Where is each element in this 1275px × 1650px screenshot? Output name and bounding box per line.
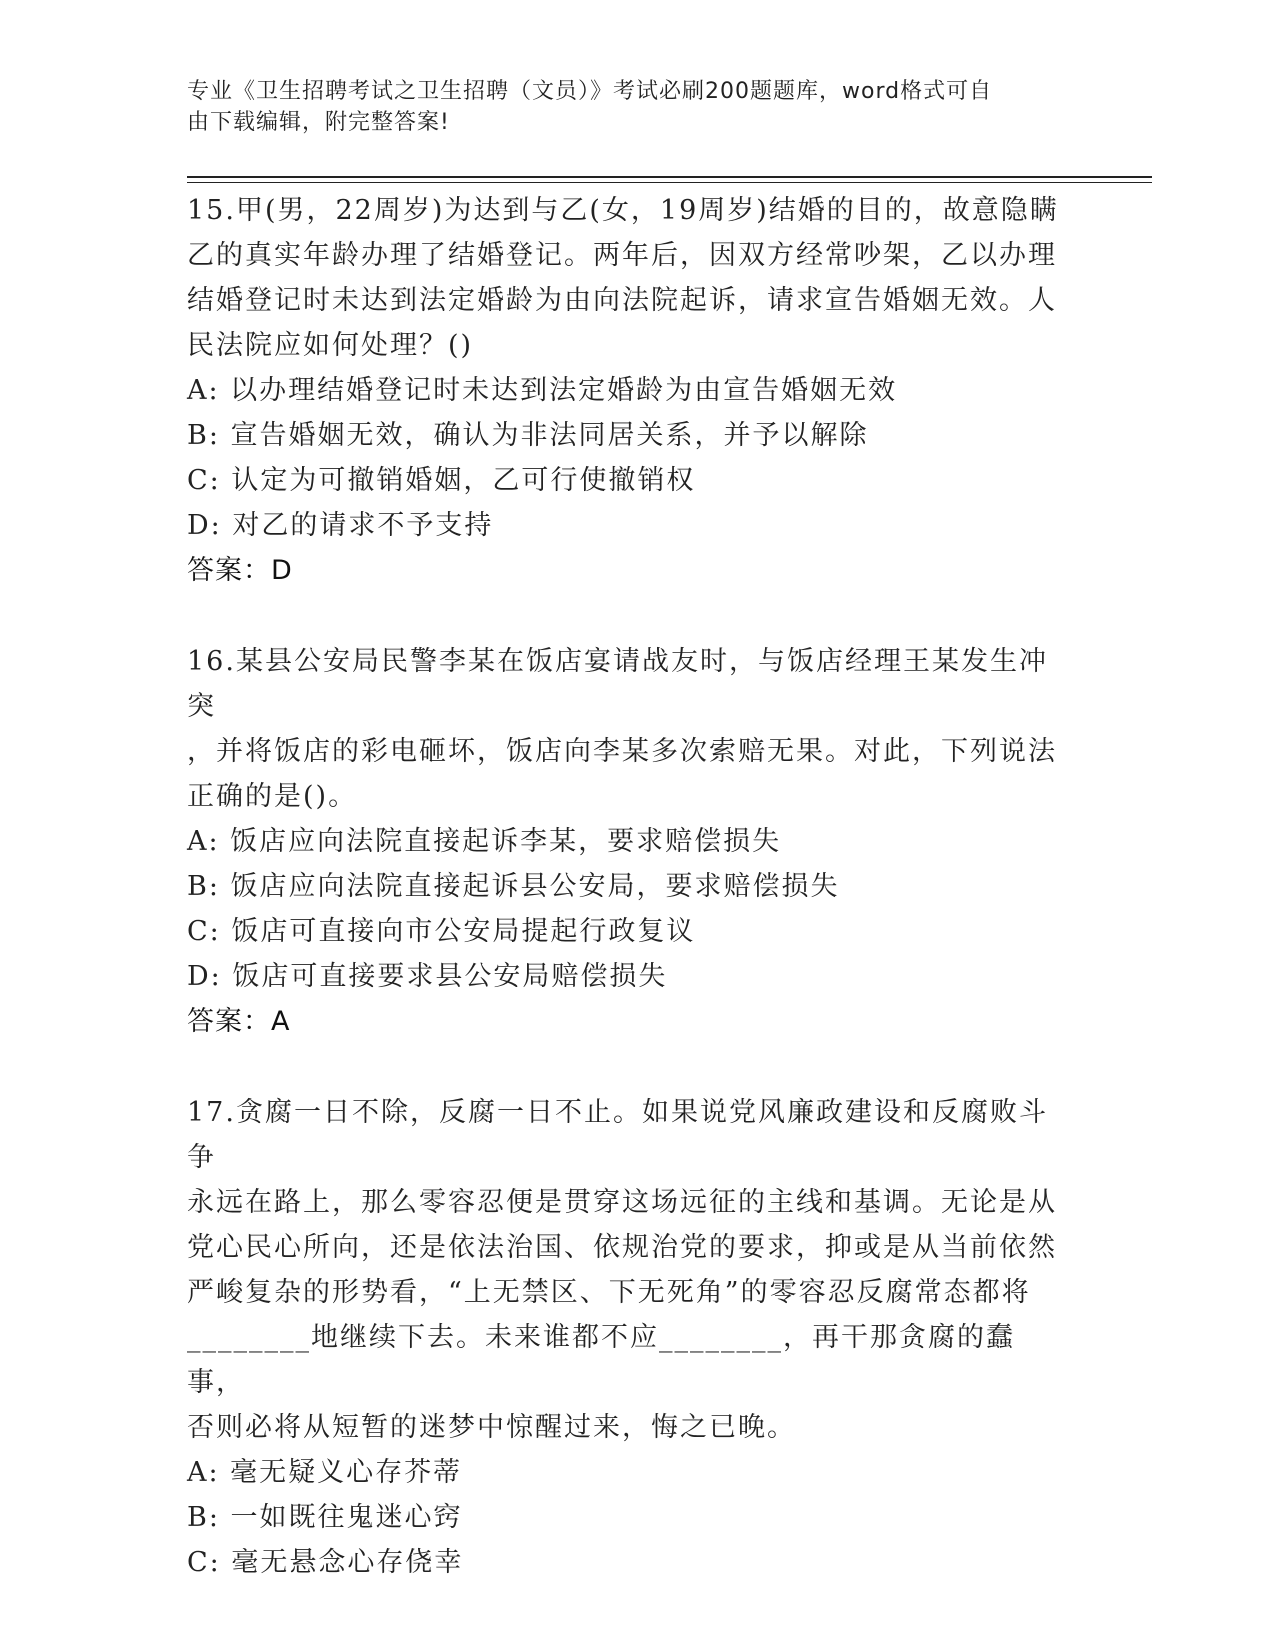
- question-16-line-3: 正确的是()。: [187, 781, 358, 812]
- question-15-line-1: 15.甲(男，22周岁)为达到与乙(女，19周岁)结婚的目的，故意隐瞒: [187, 195, 1059, 226]
- question-15-option-c: C: 认定为可撤销婚姻，乙可行使撤销权: [187, 465, 696, 496]
- question-15-line-4: 民法院应如何处理？(): [187, 330, 474, 361]
- question-16-line-2: ，并将饭店的彩电砸坏，饭店向李某多次索赔无果。对此，下列说法: [187, 736, 1057, 767]
- question-15-option-a: A: 以办理结婚登记时未达到法定婚龄为由宣告婚姻无效: [187, 375, 898, 406]
- question-17-line-6: 否则必将从短暂的迷梦中惊醒过来，悔之已晚。: [187, 1412, 796, 1443]
- question-15-line-3: 结婚登记时未达到法定婚龄为由向法院起诉，请求宣告婚姻无效。人: [187, 285, 1057, 316]
- question-15-line-2: 乙的真实年龄办理了结婚登记。两年后，因双方经常吵架，乙以办理: [187, 240, 1057, 271]
- question-17-option-c: C: 毫无悬念心存侥幸: [187, 1547, 464, 1578]
- question-15-answer: 答案：D: [187, 555, 293, 586]
- question-16: [187, 639, 1067, 1044]
- question-17-line-1: 17.贪腐一日不除，反腐一日不止。如果说党风廉政建设和反腐败斗争: [187, 1097, 1048, 1173]
- question-17-option-b: B: 一如既往鬼迷心窍: [187, 1502, 463, 1533]
- question-15: [187, 188, 1067, 593]
- header-divider-thick: [187, 176, 1152, 178]
- question-16-option-a: A: 饭店应向法院直接起诉李某，要求赔偿损失: [187, 826, 782, 857]
- question-17-line-2: 永远在路上，那么零容忍便是贯穿这场远征的主线和基调。无论是从: [187, 1187, 1057, 1218]
- question-17-line-3: 党心民心所向，还是依法治国、依规治党的要求，抑或是从当前依然: [187, 1232, 1057, 1263]
- question-16-answer: 答案：A: [187, 1006, 291, 1037]
- question-16-line-1: 16.某县公安局民警李某在饭店宴请战友时，与饭店经理王某发生冲突: [187, 646, 1048, 722]
- header-line-1: 专业《卫生招聘考试之卫生招聘（文员）》考试必刷200题题库，word格式可自: [187, 79, 993, 104]
- question-17-line-5: ________地继续下去。未来谁都不应________，再干那贪腐的蠢事，: [187, 1322, 1015, 1398]
- question-16-option-b: B: 饭店应向法院直接起诉县公安局，要求赔偿损失: [187, 871, 840, 902]
- question-16-option-c: C: 饭店可直接向市公安局提起行政复议: [187, 916, 696, 947]
- page-header: [187, 76, 1067, 138]
- question-17: [187, 1090, 1067, 1585]
- question-16-option-d: D: 饭店可直接要求县公安局赔偿损失: [187, 961, 668, 992]
- questions-content: [187, 188, 1067, 1585]
- question-17-line-4: 严峻复杂的形势看，“上无禁区、下无死角”的零容忍反腐常态都将: [187, 1277, 1031, 1308]
- header-divider-thin: [187, 182, 1152, 183]
- header-line-2: 由下载编辑，附完整答案!: [187, 110, 450, 135]
- question-17-option-a: A: 毫无疑义心存芥蒂: [187, 1457, 463, 1488]
- question-15-option-b: B: 宣告婚姻无效，确认为非法同居关系，并予以解除: [187, 420, 869, 451]
- question-15-option-d: D: 对乙的请求不予支持: [187, 510, 494, 541]
